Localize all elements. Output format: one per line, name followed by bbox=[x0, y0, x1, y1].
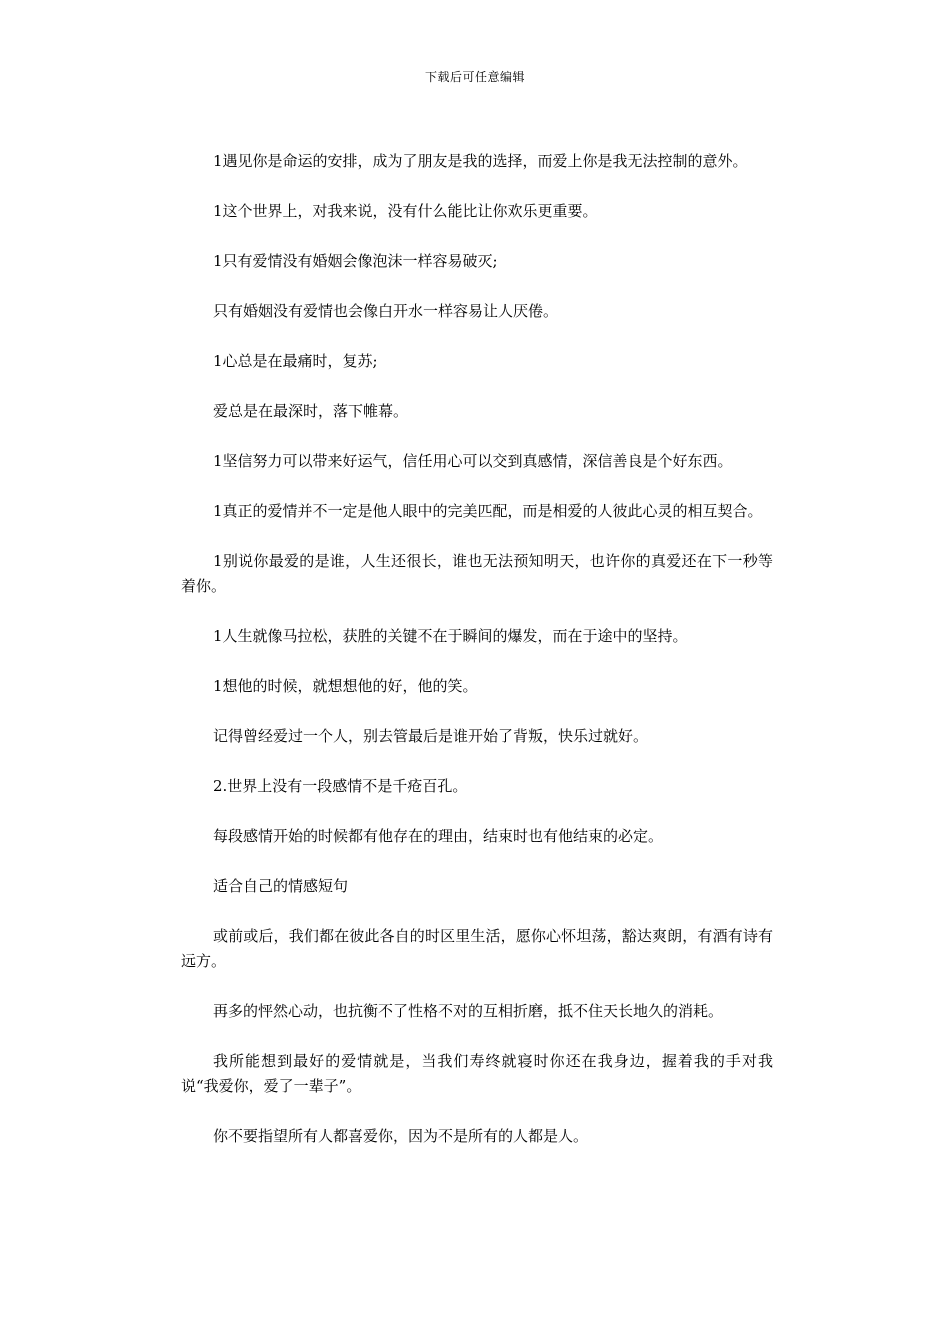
paragraph: 2.世界上没有一段感情不是千疮百孔。 bbox=[213, 777, 468, 795]
paragraph: 每段感情开始的时候都有他存在的理由，结束时也有他结束的必定。 bbox=[213, 827, 664, 845]
paragraph: 1真正的爱情并不一定是他人眼中的完美匹配，而是相爱的人彼此心灵的相互契合。 bbox=[213, 502, 763, 520]
paragraph: 或前或后，我们都在彼此各自的时区里生活，愿你心怀坦荡，豁达爽朗，有酒有诗有远方。 bbox=[181, 927, 773, 970]
paragraph: 1遇见你是命运的安排，成为了朋友是我的选择，而爱上你是我无法控制的意外。 bbox=[213, 152, 748, 170]
document-body bbox=[181, 149, 773, 1174]
paragraph: 1只有爱情没有婚姻会像泡沫一样容易破灭; bbox=[213, 252, 498, 270]
paragraph: 爱总是在最深时，落下帷幕。 bbox=[213, 402, 409, 420]
paragraph: 我所能想到最好的爱情就是，当我们寿终就寝时你还在我身边，握着我的手对我说“我爱你，爱了一辈子”。 bbox=[181, 1052, 773, 1095]
paragraph: 1这个世界上，对我来说，没有什么能比让你欢乐更重要。 bbox=[213, 202, 598, 220]
paragraph: 1坚信努力可以带来好运气，信任用心可以交到真感情，深信善良是个好东西。 bbox=[213, 452, 733, 470]
paragraph: 再多的怦然心动，也抗衡不了性格不对的互相折磨，抵不住天长地久的消耗。 bbox=[213, 1002, 724, 1020]
paragraph: 1心总是在最痛时，复苏; bbox=[213, 352, 378, 370]
header-note: 下载后可任意编辑 bbox=[424, 70, 525, 84]
section-heading: 适合自己的情感短句 bbox=[213, 877, 349, 895]
paragraph: 1别说你最爱的是谁，人生还很长，谁也无法预知明天，也许你的真爱还在下一秒等着你。 bbox=[181, 552, 773, 595]
paragraph: 1人生就像马拉松，获胜的关键不在于瞬间的爆发，而在于途中的坚持。 bbox=[213, 627, 688, 645]
paragraph: 1想他的时候，就想想他的好，他的笑。 bbox=[213, 677, 478, 695]
paragraph: 记得曾经爱过一个人，别去管最后是谁开始了背叛，快乐过就好。 bbox=[213, 727, 649, 745]
paragraph: 你不要指望所有人都喜爱你，因为不是所有的人都是人。 bbox=[213, 1127, 589, 1145]
paragraph: 只有婚姻没有爱情也会像白开水一样容易让人厌倦。 bbox=[213, 302, 559, 320]
